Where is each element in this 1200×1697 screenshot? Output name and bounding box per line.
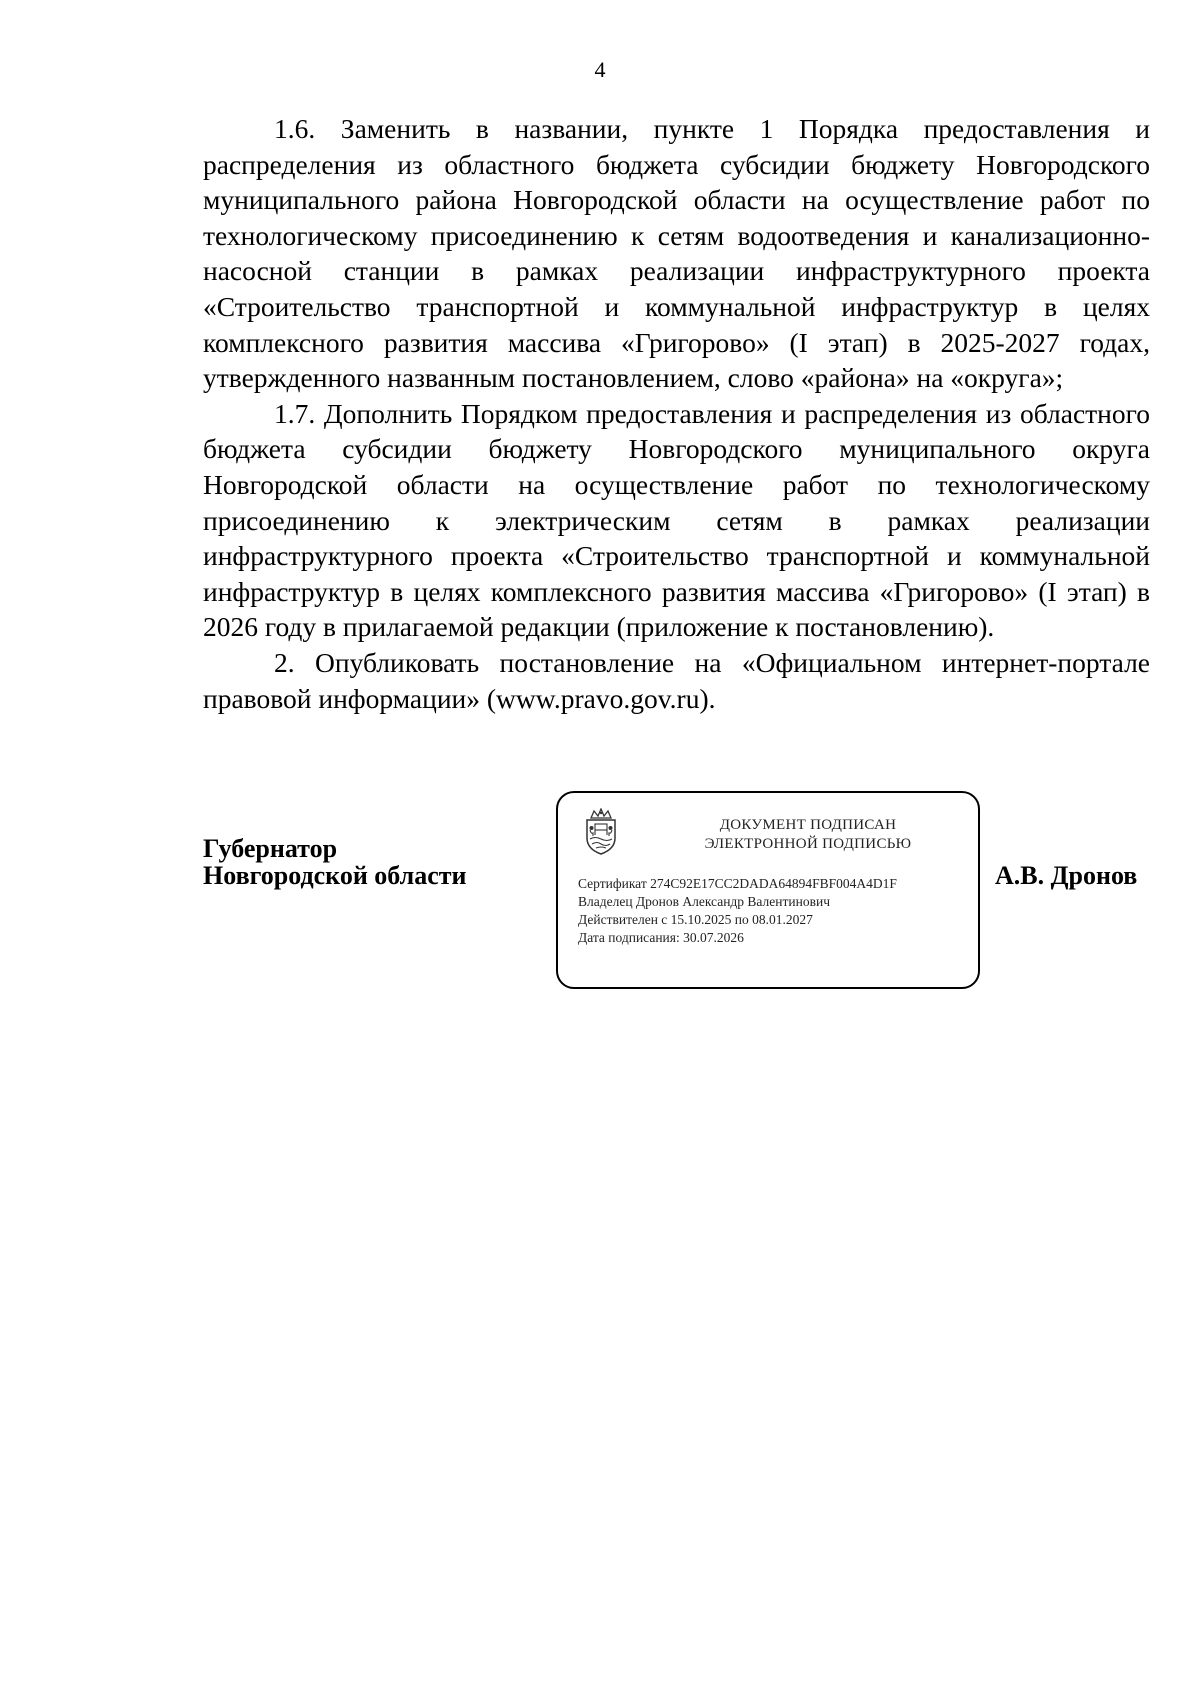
esig-header — [658, 816, 958, 854]
document-body — [203, 111, 1150, 716]
novgorod-coat-of-arms-icon — [582, 808, 620, 856]
esig-validity: Действителен с 15.10.2025 по 08.01.2027 — [578, 912, 813, 927]
electronic-signature-stamp — [556, 791, 980, 989]
esig-header-line1: ДОКУМЕНТ ПОДПИСАН — [719, 817, 897, 833]
signatory-title — [203, 835, 467, 889]
page-number: 4 — [594, 57, 606, 82]
signatory-title-line2: Новгородской области — [203, 861, 467, 890]
paragraph-1-7: 1.7. Дополнить Порядком предоставления и распределения из областного бюджета субсидии бюджету Новгородского муниципального округа Новгородской области на осуществление работ по технологическому присоединению к электрическим сетям в рамках реализации инфраструктурного проекта «Строительство транспортной и коммунальной инфраструктур в целях комплексного развития массива «Григорово» (I этап) в 2026 году в прилагаемой редакции (приложение к постановлению). — [203, 397, 1150, 643]
signatory-name: А.В. Дронов — [995, 861, 1138, 890]
signatory-title-line1: Губернатор — [203, 834, 338, 863]
paragraph-2: 2. Опубликовать постановление на «Официальном интернет-портале правовой информации» (www.pravo.gov.ru). — [203, 646, 1150, 714]
esig-header-line2: ЭЛЕКТРОННОЙ ПОДПИСЬЮ — [704, 836, 912, 852]
paragraph-1-6: 1.6. Заменить в названии, пункте 1 Порядка предоставления и распределения из областного бюджета субсидии бюджету Новгородского муниципального района Новгородской области на осуществление работ по технологическому присоединению к сетям водоотведения и канализационно-насосной станции в рамках реализации инфраструктурного проекта «Строительство транспортной и коммунальной инфраструктур в целях комплексного развития массива «Григорово» (I этап) в 2025-2027 годах, утвержденного названным постановлением, слово «района» на «округа»; — [203, 113, 1150, 394]
esig-certificate: Сертификат 274C92E17CC2DADA64894FBF004A4D1F — [578, 876, 897, 891]
esig-details — [578, 875, 897, 947]
esig-owner: Владелец Дронов Александр Валентинович — [578, 894, 830, 909]
esig-signed-date: Дата подписания: 30.07.2026 — [578, 930, 744, 945]
